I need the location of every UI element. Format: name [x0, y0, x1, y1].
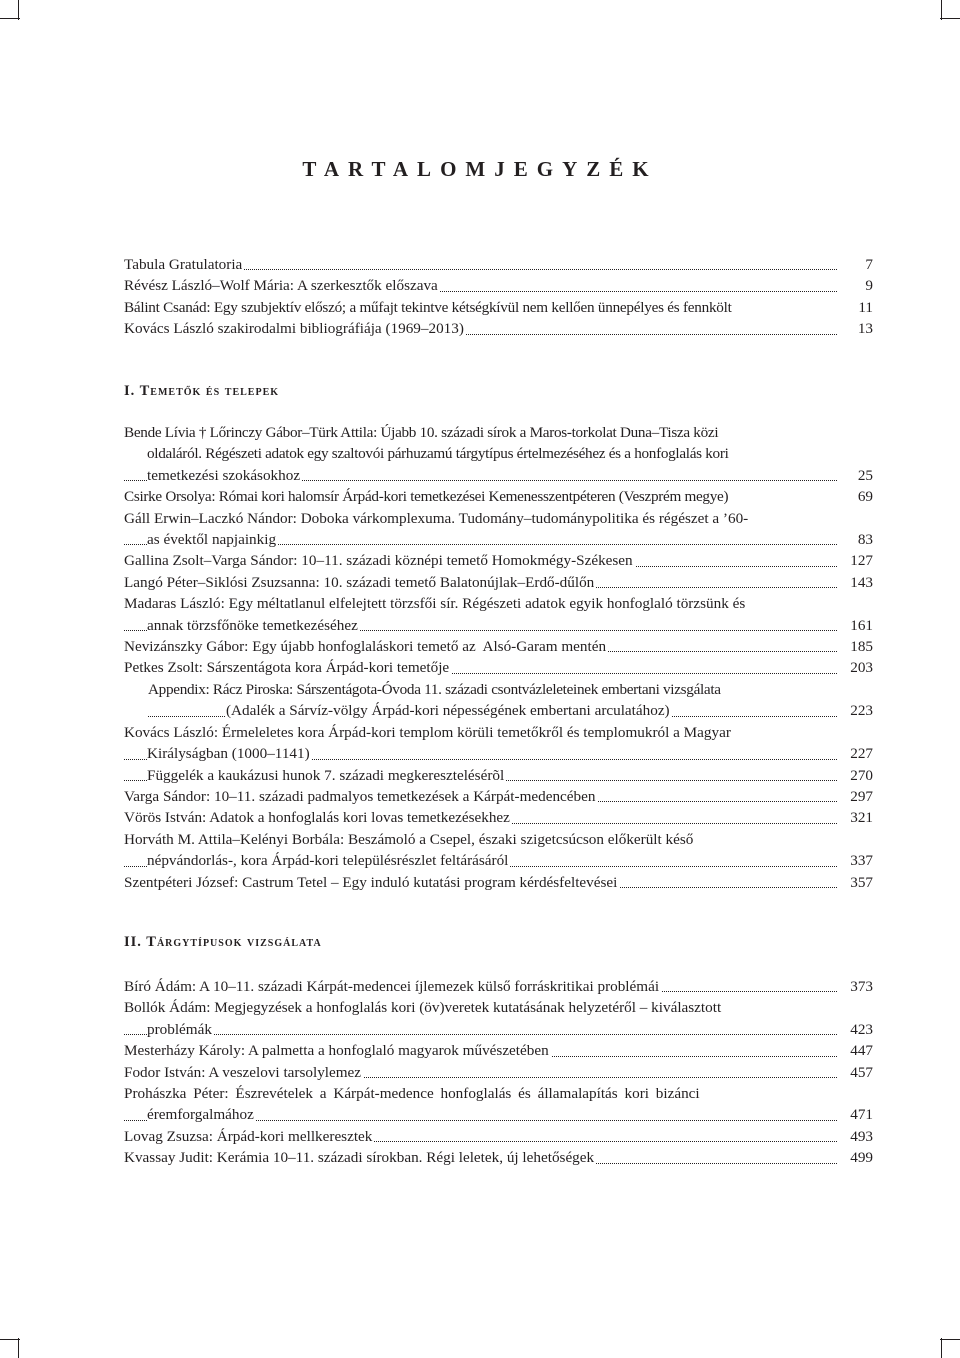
page-number: 25	[839, 465, 873, 486]
crop-mark	[0, 18, 20, 19]
page-number: 270	[839, 765, 873, 786]
crop-mark	[0, 1339, 20, 1340]
toc-entry[interactable]: Horváth M. Attila–Kelényi Borbála: Beszámoló a Csepel, északi szigetcsúcson előkerült késő népvándorlás-, kora Árpád-kori településrészlet feltárásáról 337	[124, 829, 873, 872]
toc-entry[interactable]: Langó Péter–Siklósi Zsuzsanna: 10. századi temető Balatonújlak–Erdő-dűlőn 143	[124, 572, 873, 593]
page-number: 13	[839, 318, 873, 339]
page-number: 357	[839, 872, 873, 893]
toc-entry[interactable]: Tabula Gratulatoria 7	[124, 254, 873, 275]
page-number: 9	[839, 275, 873, 296]
section-2-entries	[124, 976, 873, 1169]
page-number: 127	[839, 550, 873, 571]
toc-entry[interactable]: Gallina Zsolt–Varga Sándor: 10–11. századi köznépi temető Homokmégy-Székesen 127	[124, 550, 873, 571]
toc-entry[interactable]: Bíró Ádám: A 10–11. századi Kárpát-medencei íjlemezek külső forráskritikai problémái 373	[124, 976, 873, 997]
page-number: 499	[839, 1147, 873, 1168]
page-number: 471	[839, 1104, 873, 1125]
crop-mark	[18, 0, 19, 20]
page-number: 321	[839, 807, 873, 828]
toc-entry[interactable]: Varga Sándor: 10–11. századi padmalyos temetkezések a Kárpát-medencében 297	[124, 786, 873, 807]
toc-entry[interactable]: Kovács László: Érmeleletes kora Árpád-kori templom körüli temetőkről és templomukról a Magyar Királyságban (1000–1141) 227	[124, 722, 873, 765]
page-number: 297	[839, 786, 873, 807]
section-heading: I. Temetők és telepek	[124, 383, 280, 399]
page-number: 143	[839, 572, 873, 593]
toc-entry[interactable]: Lovag Zsuzsa: Árpád-kori mellkeresztek 493	[124, 1126, 873, 1147]
page-number: 161	[839, 615, 873, 636]
page-number: 493	[839, 1126, 873, 1147]
toc-entry[interactable]: Kovács László szakirodalmi bibliográfiája (1969–2013) 13	[124, 318, 873, 339]
page-number: 11	[839, 297, 873, 318]
toc-entry[interactable]: Petkes Zsolt: Sárszentágota kora Árpád-kori temetője 203	[124, 657, 873, 678]
toc-entry[interactable]: Kvassay Judit: Kerámia 10–11. századi sírokban. Régi leletek, új lehetőségek 499	[124, 1147, 873, 1168]
section-1-entries	[124, 422, 873, 893]
page-number: 227	[839, 743, 873, 764]
page-number: 185	[839, 636, 873, 657]
crop-mark	[940, 18, 960, 19]
page-number: 203	[839, 657, 873, 678]
toc-entry[interactable]: Bende Lívia † Lőrinczy Gábor–Türk Attila: Újabb 10. századi sírok a Maros-torkolat Duna–Tisza közi oldaláról. Régészeti adatok egy szaltovói párhuzamú tárgytípus értelmezéséhez és a honfoglalás kori temetkezési szokásokhoz 25	[124, 422, 873, 486]
page-number: 457	[839, 1062, 873, 1083]
crop-mark	[18, 1338, 19, 1358]
page-number: 69	[839, 486, 873, 507]
toc-entry[interactable]: Révész László–Wolf Mária: A szerkesztők előszava 9	[124, 275, 873, 296]
page-number: 223	[839, 700, 873, 721]
page-number: 423	[839, 1019, 873, 1040]
toc-entry[interactable]: Vörös István: Adatok a honfoglalás kori lovas temetkezésekhez 321	[124, 807, 873, 828]
front-matter	[124, 254, 873, 340]
toc-entry[interactable]: Nevizánszky Gábor: Egy újabb honfoglaláskori temető az Alsó-Garam mentén 185	[124, 636, 873, 657]
toc-entry[interactable]: Bollók Ádám: Megjegyzések a honfoglalás kori (öv)veretek kutatásának helyzetéről – kiválasztott problémák 423	[124, 997, 873, 1040]
toc-entry[interactable]: Bálint Csanád: Egy szubjektív előszó; a műfajt tekintve kétségkívül nem kellően ünnepélyes és fennkölt 11	[124, 297, 873, 318]
toc-entry[interactable]: Szentpéteri József: Castrum Tetel – Egy induló kutatási program kérdésfeltevései 357	[124, 872, 873, 893]
crop-mark	[941, 1338, 942, 1358]
toc-entry[interactable]: Gáll Erwin–Laczkó Nándor: Doboka várkomplexuma. Tudomány–tudománypolitika és régészet a ’60- as évektől napjainkig 83	[124, 508, 873, 551]
toc-entry[interactable]: Függelék a kaukázusi hunok 7. századi megkeresztelésérõl 270	[124, 765, 873, 786]
toc-entry[interactable]: Fodor István: A veszelovi tarsolylemez 457	[124, 1062, 873, 1083]
toc-entry[interactable]: Mesterházy Károly: A palmetta a honfoglaló magyarok művészetében 447	[124, 1040, 873, 1061]
page-title: TARTALOMJEGYZÉK	[302, 157, 658, 181]
toc-entry[interactable]: Appendix: Rácz Piroska: Sárszentágota-Óvoda 11. századi csontvázleleteinek embertani vizsgálata (Adalék a Sárvíz-völgy Árpád-kori népességének embertani arculatához) 223	[124, 679, 873, 722]
page-number: 337	[839, 850, 873, 871]
page-number: 7	[839, 254, 873, 275]
page-number: 83	[839, 529, 873, 550]
section-heading: II. Tárgytípusok vizsgálata	[124, 934, 322, 950]
toc-entry[interactable]: Prohászka Péter: Észrevételek a Kárpát-medence honfoglalás és államalapítás kori bizánci éremforgalmához 471	[124, 1083, 873, 1126]
page-number: 447	[839, 1040, 873, 1061]
toc-entry[interactable]: Csirke Orsolya: Római kori halomsír Árpád-kori temetkezései Kemenesszentpéteren (Veszprém megye) 69	[124, 486, 873, 507]
toc-entry[interactable]: Madaras László: Egy méltatlanul elfelejtett törzsfői sír. Régészeti adatok egyik honfoglaló törzsünk és annak törzsfőnöke temetkezéséhez 161	[124, 593, 873, 636]
crop-mark	[940, 1339, 960, 1340]
page-number: 373	[839, 976, 873, 997]
crop-mark	[941, 0, 942, 20]
